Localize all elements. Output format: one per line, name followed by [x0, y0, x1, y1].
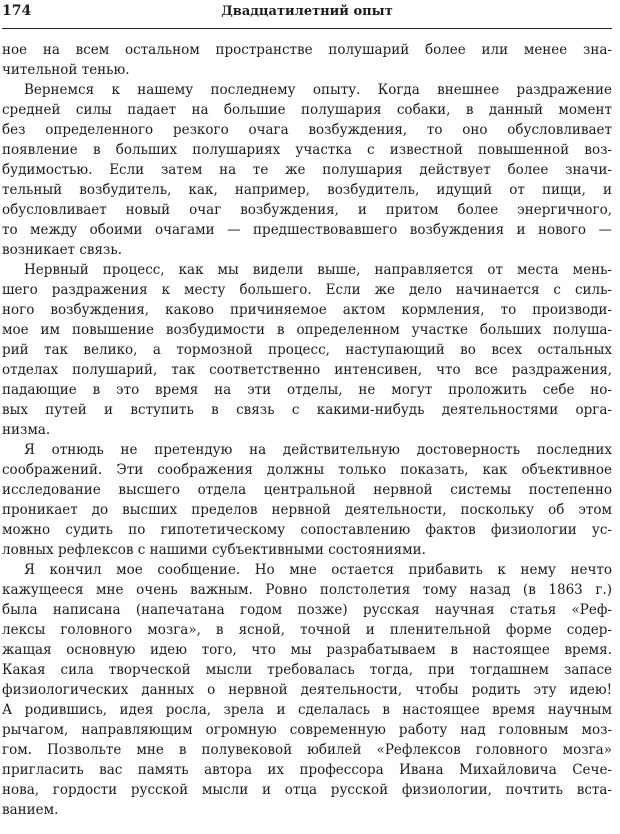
text-line: Нервный процесс, как мы видели выше, направляется от места мень-: [24, 262, 612, 278]
text-line: ного возбуждения, каково причиняемое актом кормления, то производи-: [2, 302, 612, 318]
text-line: гом. Позвольте мне в полувековой юбилей «Рефлексов головного мозга»: [2, 742, 612, 758]
text-line: рычагом, направляющим огромную современную работу над головным моз-: [2, 722, 612, 738]
text-line: низма.: [2, 422, 51, 438]
text-line: Какая сила творческой мысли требовалась тогда, при тогдашнем запасе: [2, 662, 612, 678]
text-line: отделах полушарий, так соответственно интенсивен, что все раздражения,: [2, 362, 612, 378]
text-line: средней силы падает на большие полушария собаки, в данный момент: [2, 102, 612, 118]
text-line: кажущееся мне очень важным. Ровно полстолетия тому назад (в 1863 г.): [2, 582, 612, 598]
text-line: проникает до высших пределов нервной деятельности, поскольку об этом: [2, 502, 612, 518]
text-line: обусловливает новый очаг возбуждения, и притом более энергичного,: [2, 202, 612, 218]
text-line: без определенного резкого очага возбуждения, то оно обусловливает: [2, 122, 612, 138]
page-header: [2, 2, 612, 29]
running-title: Двадцатилетний опыт: [221, 4, 393, 19]
text-line: пригласить вас память автора их профессора Ивана Михайловича Сече-: [2, 762, 612, 778]
text-line: соображений. Эти соображения должны только показать, как объективное: [2, 462, 612, 478]
text-line: А родившись, идея росла, зрела и сделалась в настоящее время научным: [2, 702, 612, 718]
text-line: Вернемся к нашему последнему опыту. Когда внешнее раздражение: [24, 82, 612, 98]
text-line: лексы головного мозга», в ясной, точной и пленительной форме содер-: [2, 622, 612, 638]
text-line: мое им повышение возбудимости в определенном участке больших полуша-: [2, 322, 612, 338]
text-line: нова, гордости русской мысли и отца русской физиологии, почтить вста-: [2, 782, 612, 798]
text-line: можно судить по гипотетическому сопоставлению фактов физиологии ус-: [2, 522, 612, 538]
text-line: Я кончил мое сообщение. Но мне остается прибавить к нему нечто: [24, 562, 612, 578]
text-line: исследование высшего отдела центральной нервной системы постепенно: [2, 482, 612, 498]
text-line: ванием.: [2, 802, 59, 818]
text-line: шего раздражения к месту большего. Если же дело начинается с силь-: [2, 282, 612, 298]
text-line: то между обоими очагами — предшествовавшего возбуждения и нового —: [2, 222, 612, 238]
text-line: чительной тенью.: [2, 62, 130, 78]
text-line: возникает связь.: [2, 242, 123, 258]
text-line: Я отнюдь не претендую на действительную достоверность последних: [24, 442, 612, 458]
text-line: физиологических данных о нервной деятельности, чтобы родить эту идею!: [2, 682, 612, 698]
text-line: ное на всем остальном пространстве полушарий более или менее зна-: [2, 42, 612, 58]
body-text: [2, 40, 612, 820]
text-line: рий так велико, а тормозной процесс, наступающий во всех остальных: [2, 342, 612, 358]
text-line: вых путей и вступить в связь с какими-нибудь деятельностями орга-: [2, 402, 612, 418]
text-line: падающие в это время на эти отделы, не могут проложить себе но-: [2, 382, 612, 398]
page-number: 174: [2, 3, 32, 19]
text-line: жащая основную идею того, что мы разрабатываем в настоящее время.: [2, 642, 612, 658]
text-line: тельный возбудитель, как, например, возбудитель, идущий от пищи, и: [2, 182, 612, 198]
text-line: будимостью. Если затем на те же полушария действует более значи-: [2, 162, 612, 178]
text-line: ловных рефлексов с нашими субъективными состояниями.: [2, 542, 426, 558]
text-line: появление в больших полушариях участка с известной повышенной воз-: [2, 142, 612, 158]
text-line: была написана (напечатана годом позже) русская научная статья «Реф-: [2, 602, 612, 618]
